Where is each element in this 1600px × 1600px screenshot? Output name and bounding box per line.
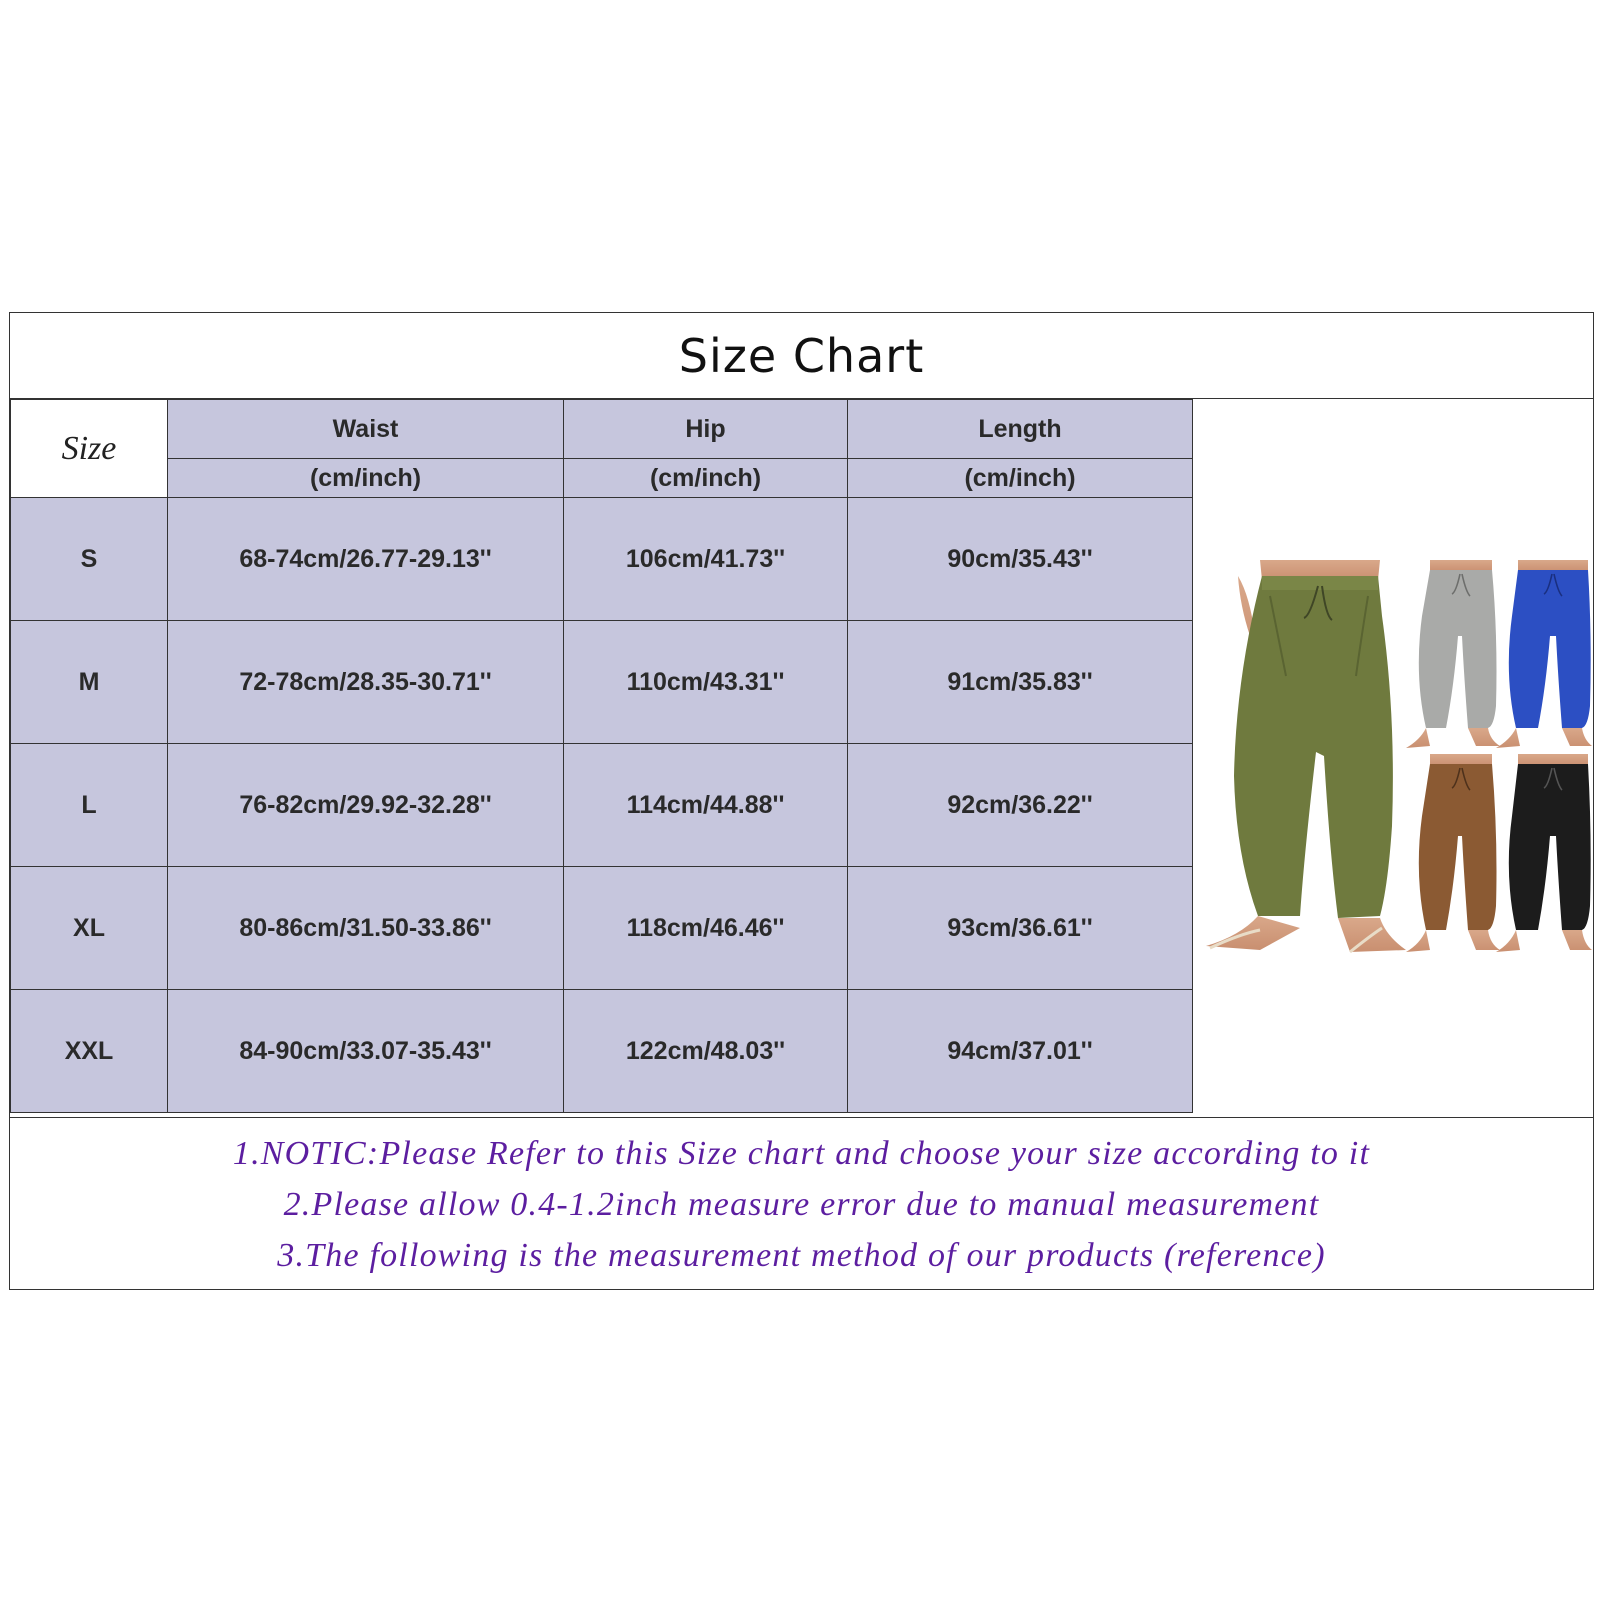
length-value: 91cm/35.83'' (848, 621, 1193, 744)
waist-value: 72-78cm/28.35-30.71'' (168, 621, 564, 744)
product-photo-collage (1200, 556, 1592, 961)
table-row (11, 621, 1193, 744)
hip-value: 118cm/46.46'' (564, 867, 848, 990)
column-header-waist: Waist (168, 400, 564, 459)
hip-value: 114cm/44.88'' (564, 744, 848, 867)
unit-hip: (cm/inch) (564, 459, 848, 498)
table-row (11, 867, 1193, 990)
chart-title: Size Chart (678, 328, 925, 383)
notes-section (10, 1117, 1593, 1291)
size-table (10, 399, 1193, 1113)
note-1: 1.NOTIC:Please Refer to this Size chart and choose your size according to it (232, 1135, 1371, 1172)
size-chart-card (9, 312, 1594, 1290)
size-column-header: Size (11, 400, 168, 498)
waist-value: 68-74cm/26.77-29.13'' (168, 498, 564, 621)
table-row (11, 744, 1193, 867)
length-value: 92cm/36.22'' (848, 744, 1193, 867)
size-label: XXL (11, 990, 168, 1113)
column-header-hip: Hip (564, 400, 848, 459)
size-label: S (11, 498, 168, 621)
header-row (11, 400, 1193, 459)
hip-value: 110cm/43.31'' (564, 621, 848, 744)
note-3: 3.The following is the measurement method of our products (reference) (277, 1237, 1326, 1274)
size-label: M (11, 621, 168, 744)
table-row (11, 498, 1193, 621)
table-row (11, 990, 1193, 1113)
waist-value: 76-82cm/29.92-32.28'' (168, 744, 564, 867)
size-label: L (11, 744, 168, 867)
column-header-length: Length (848, 400, 1193, 459)
unit-length: (cm/inch) (848, 459, 1193, 498)
gray-pants-image (1406, 560, 1500, 748)
length-value: 93cm/36.61'' (848, 867, 1193, 990)
hip-value: 122cm/48.03'' (564, 990, 848, 1113)
brown-pants-image (1406, 754, 1500, 952)
length-value: 94cm/37.01'' (848, 990, 1193, 1113)
blue-pants-image (1496, 560, 1592, 748)
note-2: 2.Please allow 0.4-1.2inch measure error due to manual measurement (283, 1186, 1320, 1223)
waist-value: 84-90cm/33.07-35.43'' (168, 990, 564, 1113)
black-pants-image (1496, 754, 1592, 952)
length-value: 90cm/35.43'' (848, 498, 1193, 621)
green-pants-image (1206, 560, 1406, 952)
title-row (10, 313, 1593, 399)
unit-row (11, 459, 1193, 498)
size-label: XL (11, 867, 168, 990)
unit-waist: (cm/inch) (168, 459, 564, 498)
waist-value: 80-86cm/31.50-33.86'' (168, 867, 564, 990)
hip-value: 106cm/41.73'' (564, 498, 848, 621)
